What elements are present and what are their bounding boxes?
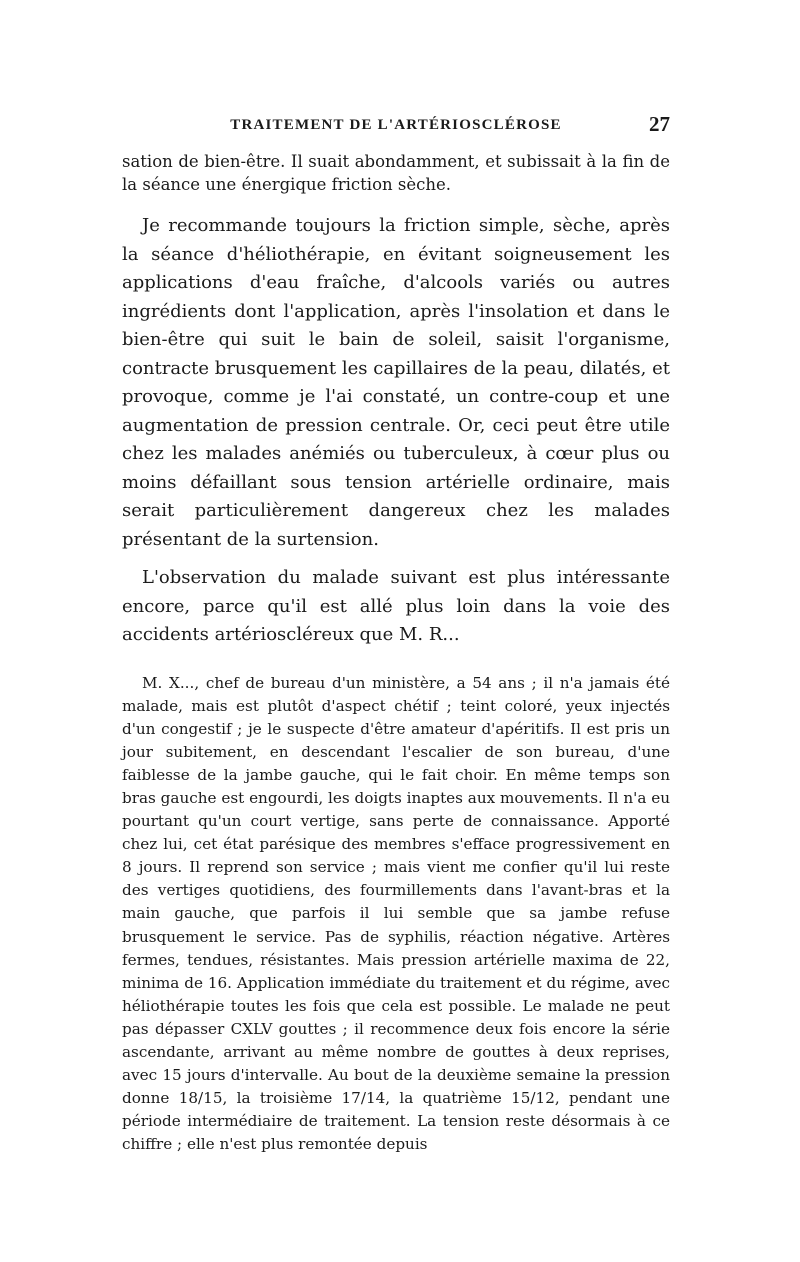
paragraph-observation-intro: L'observation du malade suivant est plus intéressante encore, parce qu'il est allé plus loin dans la voie des accidents artérioscléreux que M. R... — [122, 567, 670, 645]
running-title: TRAITEMENT DE L'ARTÉRIOSCLÉROSE — [230, 117, 562, 133]
page-number: 27 — [649, 112, 670, 136]
paragraph-continuation: sation de bien-être. Il suait abondamment, et subissait à la fin de la séance une énergique friction sèche. — [122, 152, 670, 194]
running-head — [122, 114, 670, 138]
paragraph-friction: Je recommande toujours la friction simple, sèche, après la séance d'héliothérapie, en évitant soigneusement les applications d'eau fraîche, d'alcools variés ou autres ingrédients dont l'application, après l'insolation et dans le bien-être qui suit le bain de soleil, saisit l'organisme, contracte brusquement les capillaires de la peau, dilatés, et provoque, comme je l'ai constaté, un contre-coup et une augmentation de pression centrale. Or, ceci peut être utile chez les malades anémiés ou tuberculeux, à cœur plus ou moins défaillant sous tension artérielle ordinaire, mais serait particulièrement dangereux chez les malades présentant de la surtension. — [122, 215, 670, 550]
paragraph-case-report: M. X..., chef de bureau d'un ministère, a 54 ans ; il n'a jamais été malade, mais est plutôt d'aspect chétif ; teint coloré, yeux injectés d'un congestif ; je le suspecte d'être amateur d'apéritifs. Il est pris un jour subitement, en descendant l'escalier de son bureau, d'une faiblesse de la jambe gauche, qui le fait choir. En même temps son bras gauche est engourdi, les doigts inaptes aux mouvements. Il n'a eu pourtant qu'un court vertige, sans perte de connaissance. Apporté chez lui, cet état parésique des membres s'efface progressivement en 8 jours. Il reprend son service ; mais vient me confier qu'il lui reste des vertiges quotidiens, des fourmillements dans l'avant-bras et la main gauche, que parfois il lui semble que sa jambe refuse brusquement le service. Pas de syphilis, réaction négative. Artères fermes, tendues, résistantes. Mais pression artérielle maxima de 22, minima de 16. Application immédiate du traitement et du régime, avec héliothérapie toutes les fois que cela est possible. Le malade ne peut pas dépasser CXLV gouttes ; il recommence deux fois encore la série ascendante, arrivant au même nombre de gouttes à deux reprises, avec 15 jours d'intervalle. Au bout de la deuxième semaine la pression donne 18/15, la troisième 17/14, la quatrième 15/12, pendant une période intermédiaire de traitement. La tension reste désormais à ce chiffre ; elle n'est plus remontée depuis — [122, 673, 670, 1154]
body-text — [122, 150, 670, 1156]
